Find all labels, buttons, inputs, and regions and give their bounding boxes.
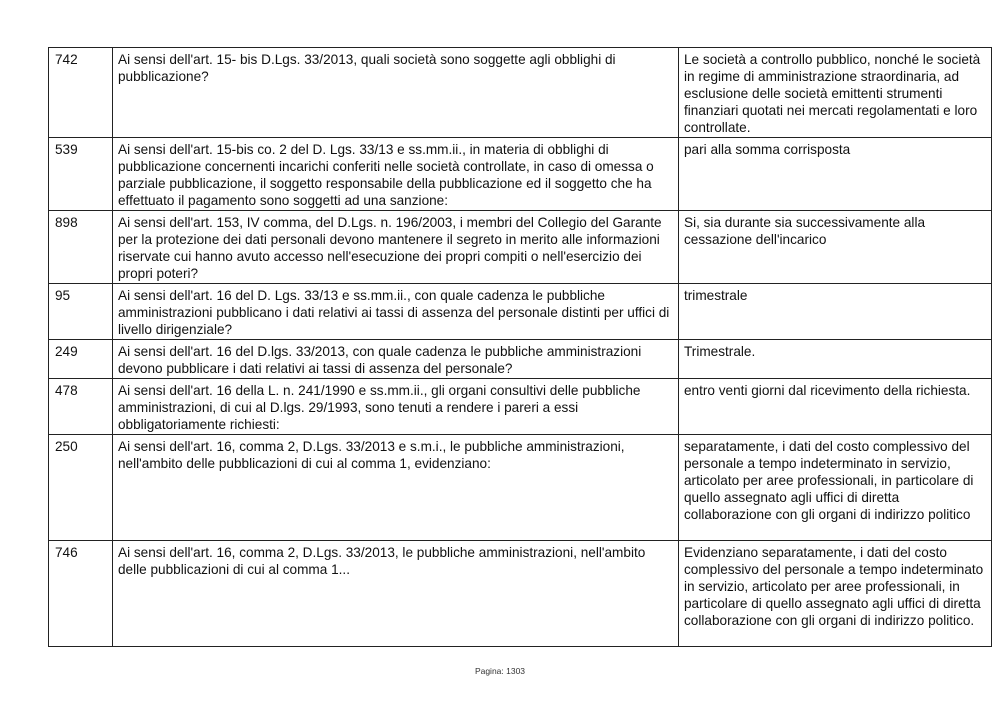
table-row	[49, 340, 992, 379]
question-text: Ai sensi dell'art. 15- bis D.Lgs. 33/2013, quali società sono soggette agli obblighi di pubblicazione?	[113, 48, 679, 138]
answer-text: separatamente, i dati del costo complessivo del personale a tempo indeterminato in servizio, articolato per aree professionali, in particolare di quello assegnato agli uffici di diretta collaborazione con gli organi di indirizzo politico	[679, 435, 992, 541]
question-text: Ai sensi dell'art. 16 del D.lgs. 33/2013, con quale cadenza le pubbliche amministrazioni devono pubblicare i dati relativi ai tassi di assenza del personale?	[113, 340, 679, 379]
qa-table	[48, 47, 992, 647]
question-id: 746	[49, 541, 113, 647]
page-number: Pagina: 1303	[474, 666, 526, 676]
question-id: 539	[49, 138, 113, 211]
question-text: Ai sensi dell'art. 153, IV comma, del D.Lgs. n. 196/2003, i membri del Collegio del Garante per la protezione dei dati personali devono mantenere il segreto in merito alle informazioni riservate cui hanno avuto accesso nell'esecuzione dei propri compiti o nell'esercizio dei propri poteri?	[113, 211, 679, 284]
question-text: Ai sensi dell'art. 16 del D. Lgs. 33/13 e ss.mm.ii., con quale cadenza le pubbliche amministrazioni pubblicano i dati relativi ai tassi di assenza del personale distinti per uffici di livello dirigenziale?	[113, 284, 679, 340]
answer-text: entro venti giorni dal ricevimento della richiesta.	[679, 379, 992, 435]
table-row	[49, 435, 992, 541]
table-row	[49, 211, 992, 284]
question-text: Ai sensi dell'art. 16, comma 2, D.Lgs. 33/2013 e s.m.i., le pubbliche amministrazioni, nell'ambito delle pubblicazioni di cui al comma 1, evidenziano:	[113, 435, 679, 541]
table-row	[49, 379, 992, 435]
question-text: Ai sensi dell'art. 15-bis co. 2 del D. Lgs. 33/13 e ss.mm.ii., in materia di obblighi di pubblicazione concernenti incarichi conferiti nelle società controllate, in caso di omessa o parziale pubblicazione, il soggetto responsabile della pubblicazione ed il soggetto che ha effettuato il pagamento sono soggetti ad una sanzione:	[113, 138, 679, 211]
question-id: 898	[49, 211, 113, 284]
question-id: 249	[49, 340, 113, 379]
table-row	[49, 541, 992, 647]
question-text: Ai sensi dell'art. 16 della L. n. 241/1990 e ss.mm.ii., gli organi consultivi delle pubbliche amministrazioni, di cui al D.lgs. 29/1993, sono tenuti a rendere i pareri a essi obbligatoriamente richiesti:	[113, 379, 679, 435]
question-id: 478	[49, 379, 113, 435]
answer-text: Le società a controllo pubblico, nonché le società in regime di amministrazione straordinaria, ad esclusione delle società emittenti strumenti finanziari quotati nei mercati regolamentati e loro controllate.	[679, 48, 992, 138]
question-id: 95	[49, 284, 113, 340]
answer-text: Evidenziano separatamente, i dati del costo complessivo del personale a tempo indeterminato in servizio, articolato per aree professionali, in particolare di quello assegnato agli uffici di diretta collaborazione con gli organi di indirizzo politico.	[679, 541, 992, 647]
answer-text: trimestrale	[679, 284, 992, 340]
question-id: 742	[49, 48, 113, 138]
answer-text: pari alla somma corrisposta	[679, 138, 992, 211]
question-text: Ai sensi dell'art. 16, comma 2, D.Lgs. 33/2013, le pubbliche amministrazioni, nell'ambito delle pubblicazioni di cui al comma 1...	[113, 541, 679, 647]
table-row	[49, 48, 992, 138]
answer-text: Trimestrale.	[679, 340, 992, 379]
answer-text: Si, sia durante sia successivamente alla cessazione dell'incarico	[679, 211, 992, 284]
table-row	[49, 284, 992, 340]
question-id: 250	[49, 435, 113, 541]
table-row	[49, 138, 992, 211]
